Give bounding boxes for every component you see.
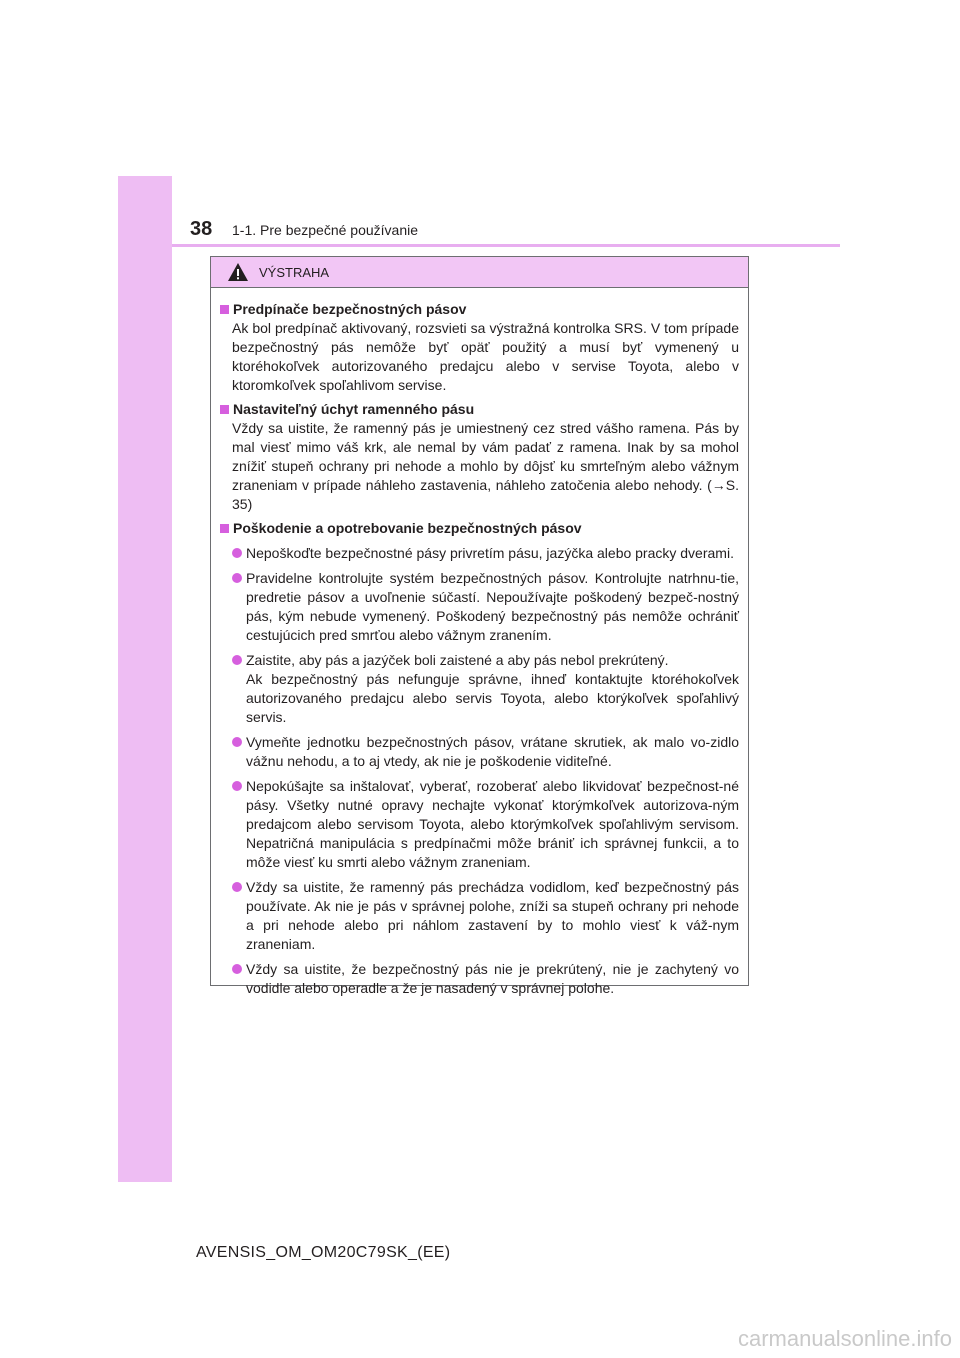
section-title: 1-1. Pre bezpečné používanie xyxy=(232,222,419,238)
section-heading xyxy=(220,519,739,538)
watermark: carmanualsonline.info xyxy=(737,1326,952,1351)
section-heading xyxy=(220,300,739,319)
round-bullet-icon xyxy=(232,882,242,892)
round-bullet-icon xyxy=(232,655,242,665)
list-item-text: Nepoškoďte bezpečnostné pásy privretím pásu, jazýčka alebo pracky dverami. xyxy=(246,545,734,561)
round-bullet-icon xyxy=(232,737,242,747)
page-number: 38 xyxy=(190,218,213,240)
list-item xyxy=(220,569,739,645)
list-item-text: Pravidelne kontrolujte systém bezpečnostných pásov. Kontrolujte natrhnu-tie, predretie pásov a uvoľnenie súčastí. Nepoužívajte poškodený bezpeč-nostný pás, kým nebude vymenený. Poškodený bezpečnostný pás nemôže ochrániť cestujúcich pred smrťou alebo vážnym zranením. xyxy=(246,570,739,643)
section-paragraph: Ak bol predpínač aktivovaný, rozsvieti sa výstražná kontrolka SRS. V tom prípade bezpečnostný pás nemôže byť opäť použitý a musí byť vymenený u ktoréhokoľvek autorizovaného predajcu alebo v servise Toyota, alebo v ktoromkoľvek spoľahlivom servise. xyxy=(232,320,739,393)
section-paragraph: Vždy sa uistite, že ramenný pás je umiestnený cez stred vášho ramena. Pás by mal viesť mimo váš krk, ale nemal by vám padať z ramena. Inak by sa mohol znížiť stupeň ochrany pri nehode a mohlo by dôjsť ku smrteľným alebo vážnym zraneniam v prípade náhleho zastavenia, náhleho zatočenia alebo nehody. (→S. 35) xyxy=(232,420,739,512)
list-item-continuation: Ak bezpečnostný pás nefunguje správne, ihneď kontaktujte ktoréhokoľvek autorizovaného predajcu alebo servis Toyota, alebo ktorýkoľvek spoľahlivý servis. xyxy=(246,671,739,725)
warning-triangle-icon xyxy=(227,262,249,282)
list-item xyxy=(220,777,739,872)
header-rule xyxy=(172,244,840,247)
section-heading xyxy=(220,400,739,419)
list-item-line: Zaistite, aby pás a jazýček boli zaistené a aby pás nebol prekrútený. xyxy=(246,652,669,668)
list-item-text: Vždy sa uistite, že ramenný pás prechádza vodidlom, keď bezpečnostný pás používate. Ak nie je pás v správnej polohe, zníži sa stupeň ochrany pri nehode a pri nehode alebo pri náhlom zastavení by to mohlo viesť k váž-nym zraneniam. xyxy=(246,879,739,952)
list-item-text: Vždy sa uistite, že bezpečnostný pás nie je prekrútený, nie je zachytený vo vodidle alebo operadle a že je nasadený v správnej polohe. xyxy=(246,961,739,996)
section-heading-text: Nastaviteľný úchyt ramenného pásu xyxy=(233,401,475,417)
warning-title: VÝSTRAHA xyxy=(259,264,330,280)
section-heading-text: Predpínače bezpečnostných pásov xyxy=(233,301,467,317)
round-bullet-icon xyxy=(232,548,242,558)
list-item xyxy=(220,733,739,771)
list-item-text: Vymeňte jednotku bezpečnostných pásov, vrátane skrutiek, ak malo vo-zidlo vážnu nehodu, a to aj vtedy, ak nie je poškodenie viditeľné. xyxy=(246,734,739,769)
round-bullet-icon xyxy=(232,573,242,583)
list-item xyxy=(220,544,739,563)
square-bullet-icon xyxy=(220,524,229,533)
warning-body xyxy=(211,288,748,998)
side-color-band xyxy=(118,176,172,1182)
square-bullet-icon xyxy=(220,305,229,314)
warning-header xyxy=(211,257,748,288)
list-item xyxy=(220,960,739,998)
list-item xyxy=(220,878,739,954)
section-heading-text: Poškodenie a opotrebovanie bezpečnostných pásov xyxy=(233,520,582,536)
list-item xyxy=(220,651,739,727)
square-bullet-icon xyxy=(220,405,229,414)
list-item-text: Nepokúšajte sa inštalovať, vyberať, rozoberať alebo likvidovať bezpečnost-né pásy. Všetky nutné opravy nechajte vykonať ktorýmkoľvek autorizova-ným predajcom alebo servisom Toyota, alebo ktorýmkoľvek spoľahlivým servisom. Nepatričná manipulácia s predpínačmi môže brániť ich správnej funkcii, a to môže viesť ku smrti alebo vážnym zraneniam. xyxy=(246,778,739,870)
document-code: AVENSIS_OM_OM20C79SK_(EE) xyxy=(196,1244,451,1261)
list-item-text xyxy=(246,651,739,727)
round-bullet-icon xyxy=(232,781,242,791)
warning-box xyxy=(210,256,749,996)
round-bullet-icon xyxy=(232,964,242,974)
